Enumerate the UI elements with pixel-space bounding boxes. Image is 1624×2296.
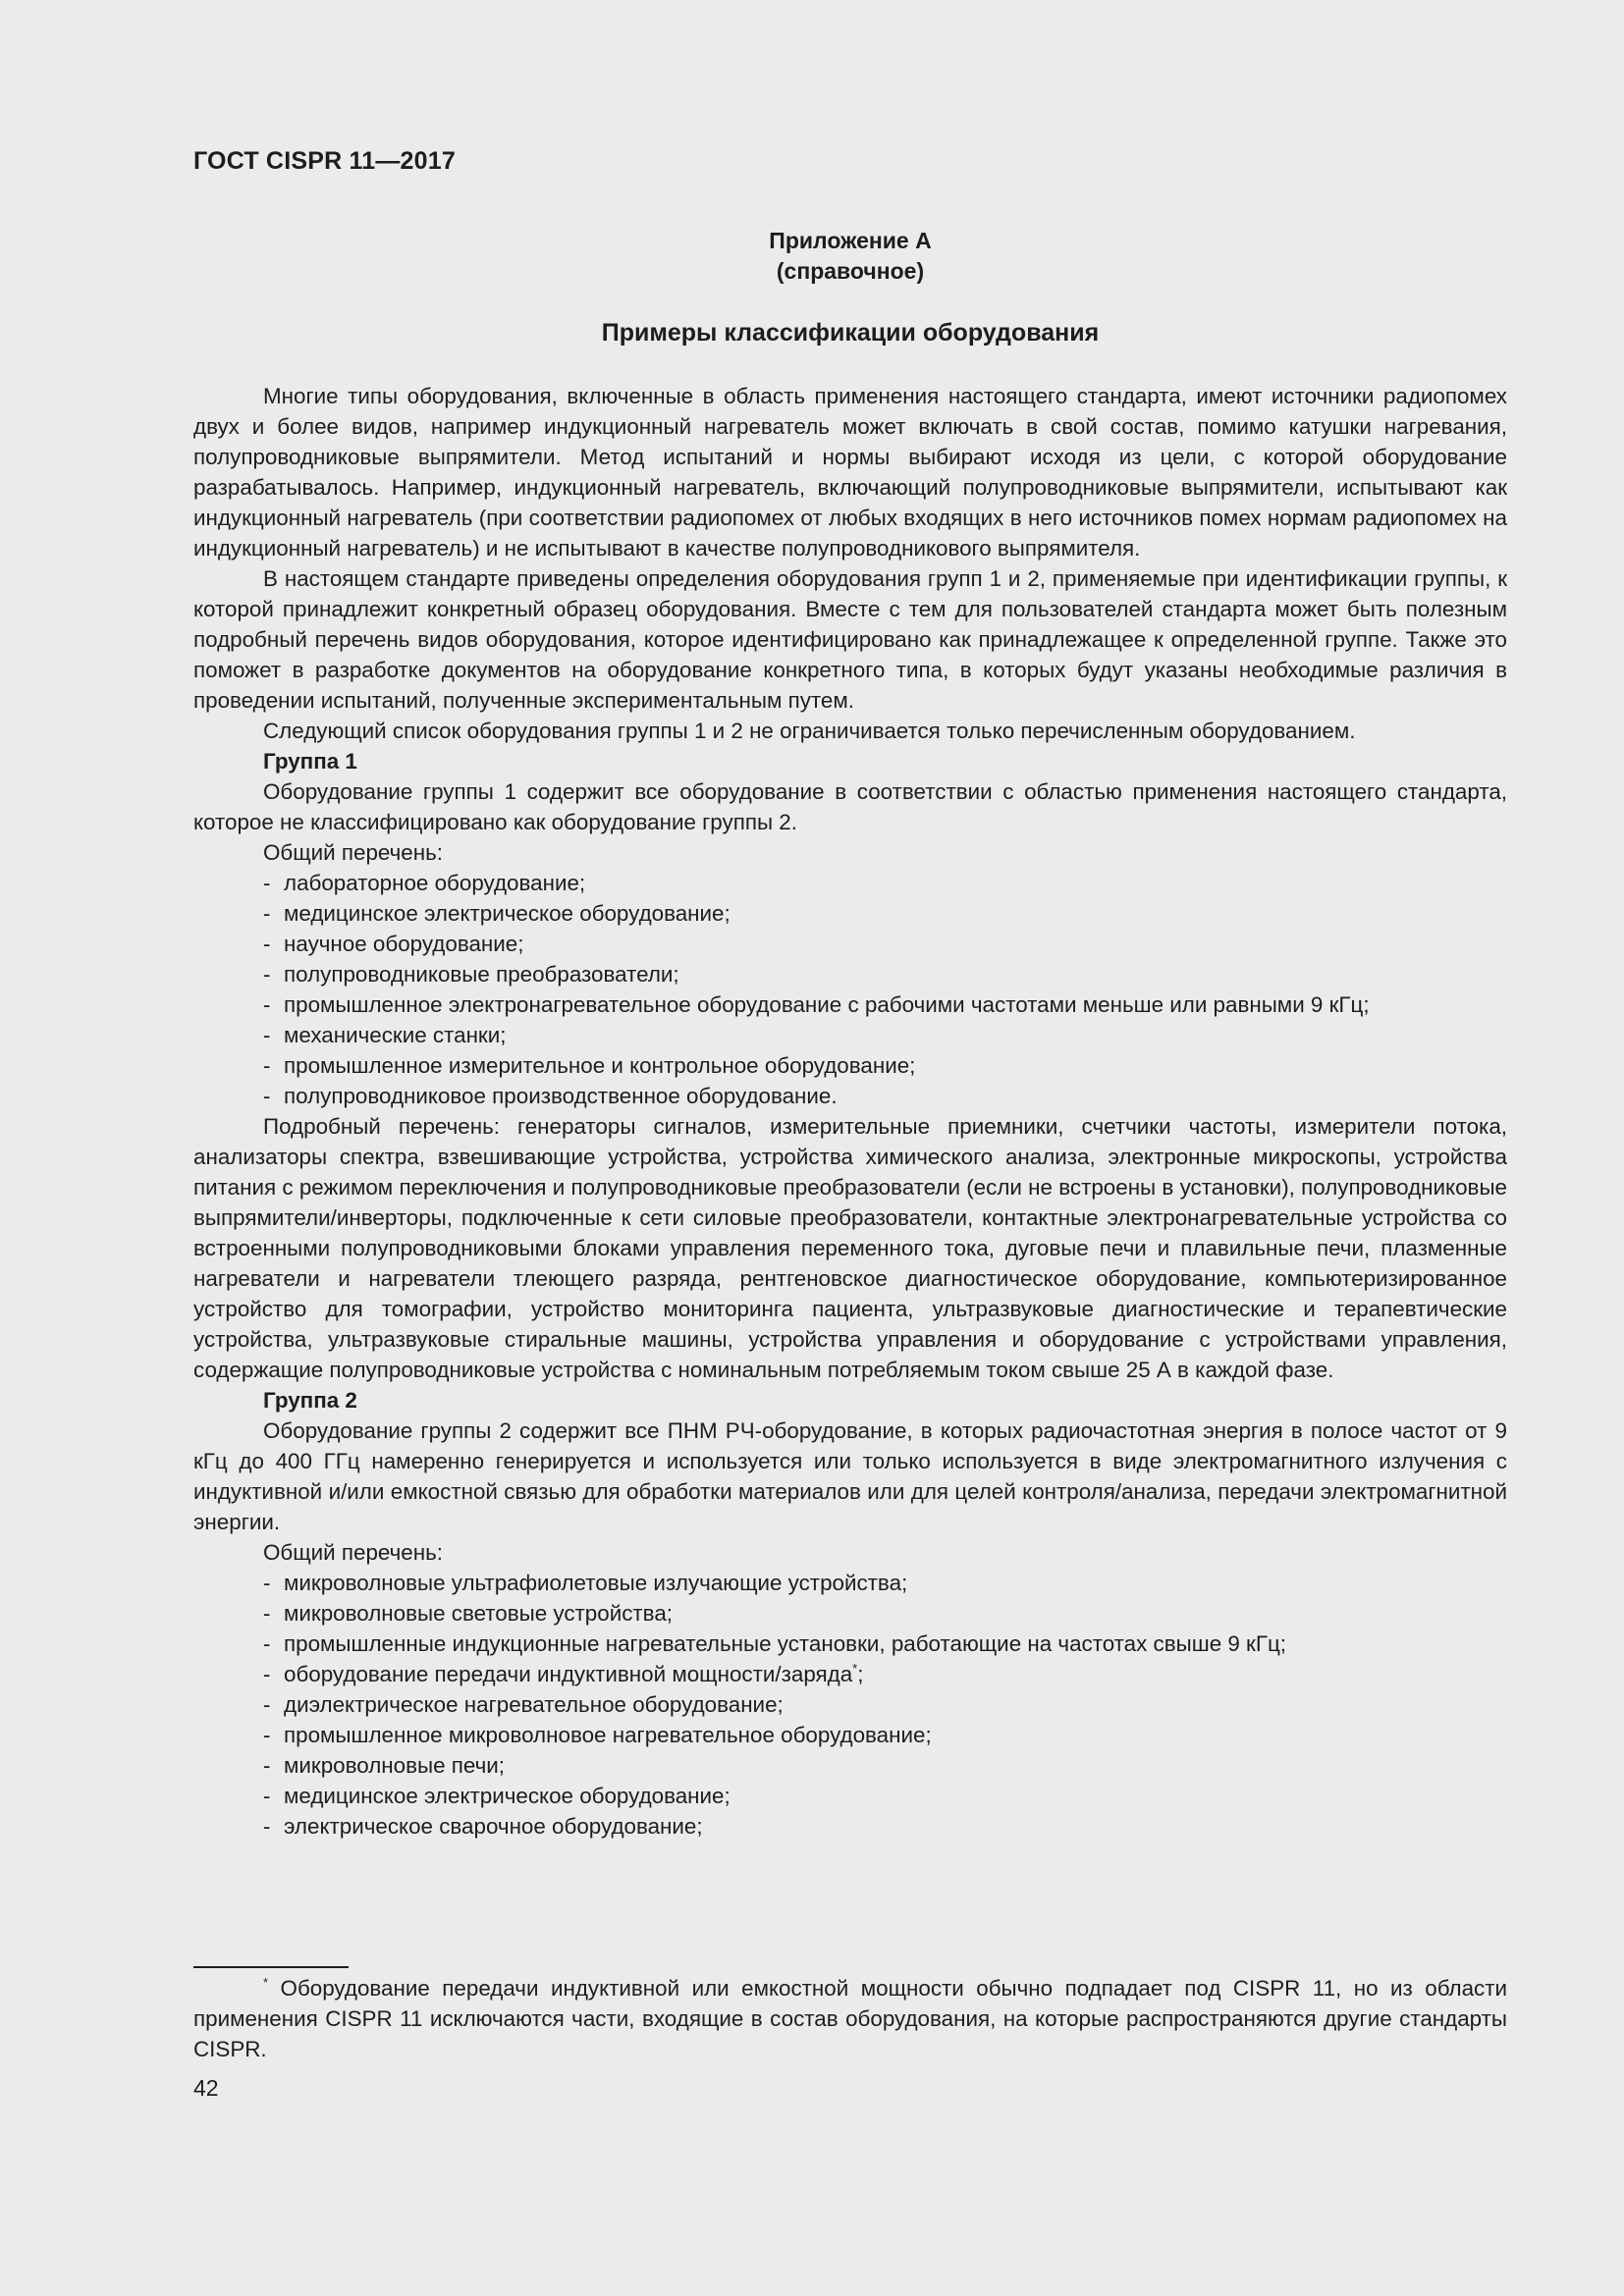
group2-general-label: Общий перечень: bbox=[263, 1540, 444, 1565]
footnote bbox=[193, 1973, 1507, 2064]
group1-heading: Группа 1 bbox=[263, 749, 357, 774]
list-item: - медицинское электрическое оборудование; bbox=[263, 901, 731, 926]
page-number: 42 bbox=[193, 2075, 219, 2101]
list-item: - полупроводниковое производственное оборудование. bbox=[263, 1084, 838, 1108]
footnote-mark: * bbox=[263, 1975, 269, 1990]
group1-detailed-list: Подробный перечень: генераторы сигналов, измерительные приемники, счетчики частоты, измерители потока, анализаторы спектра, взвешивающие устройства, устройства химического анализа, электронные микроскопы, устройства питания с режимом переключения и полупроводниковые преобразователи (если не встроены в установки), полупроводниковые выпрямители/инверторы, подключенные к сети силовые преобразователи, контактные электронагревательные устройства со встроенными полупроводниковыми блоками управления переменного тока, дуговые печи и плавильные печи, плазменные нагреватели и нагреватели тлеющего разряда, рентгеновское диагностическое оборудование, компьютеризированное устройство для томографии, устройство мониторинга пациента, ультразвуковые диагностические и терапевтические устройства, ультразвуковые стиральные машины, устройства управления и оборудование с устройствами управления, содержащие полупроводниковые устройства с номинальным потребляемым током свыше 25 А в каждой фазе. bbox=[193, 1114, 1507, 1382]
list-item: - полупроводниковые преобразователи; bbox=[263, 962, 679, 987]
footnote-separator bbox=[193, 1966, 349, 1968]
list-item: - промышленные индукционные нагревательные установки, работающие на частотах свыше 9 кГц; bbox=[263, 1631, 1287, 1656]
document-page bbox=[193, 0, 1507, 2296]
group1-general-label: Общий перечень: bbox=[263, 840, 444, 865]
list-item: - промышленное измерительное и контрольное оборудование; bbox=[263, 1053, 916, 1078]
annex-label: Приложение А bbox=[769, 228, 932, 253]
footnote-text: Оборудование передачи индуктивной или емкостной мощности обычно подпадает под CISPR 11, но из области применения CISPR 11 исключаются части, входящие в состав оборудования, на которые распространяются другие стандарты CISPR. bbox=[193, 1976, 1507, 2061]
group2-description: Оборудование группы 2 содержит все ПНМ РЧ-оборудование, в которых радиочастотная энергия в полосе частот от 9 кГц до 400 ГГц намеренно генерируется и используется или только используется в виде электромагнитного излучения с индуктивной и/или емкостной связью для обработки материалов или для целей контроля/анализа, передачи электромагнитной энергии. bbox=[193, 1418, 1507, 1534]
group2-list bbox=[193, 1568, 1507, 1842]
group2-heading: Группа 2 bbox=[263, 1388, 357, 1413]
list-item: - микроволновые ультрафиолетовые излучающие устройства; bbox=[263, 1571, 908, 1595]
list-item: - механические станки; bbox=[263, 1023, 507, 1047]
list-item: - микроволновые печи; bbox=[263, 1753, 505, 1778]
list-item: - медицинское электрическое оборудование; bbox=[263, 1784, 731, 1808]
list-item: - научное оборудование; bbox=[263, 932, 524, 956]
list-item: - электрическое сварочное оборудование; bbox=[263, 1814, 703, 1839]
annex-status: (справочное) bbox=[776, 258, 925, 284]
group1-list bbox=[193, 868, 1507, 1111]
running-head: ГОСТ CISPR 11—2017 bbox=[193, 147, 456, 175]
list-item: - диэлектрическое нагревательное оборудование; bbox=[263, 1692, 784, 1717]
list-item: - лабораторное оборудование; bbox=[263, 871, 586, 895]
list-item: - промышленное электронагревательное оборудование с рабочими частотами меньше или равными 9 кГц; bbox=[263, 992, 1370, 1017]
annex-label-block bbox=[193, 226, 1507, 287]
list-item: - микроволновые световые устройства; bbox=[263, 1601, 673, 1626]
annex-title: Примеры классификации оборудования bbox=[601, 319, 1100, 347]
footnote-reference[interactable]: * bbox=[852, 1661, 858, 1676]
group1-description: Оборудование группы 1 содержит все оборудование в соответствии с областью применения настоящего стандарта, которое не классифицировано как оборудование группы 2. bbox=[193, 779, 1507, 834]
intro-paragraph: Следующий список оборудования группы 1 и 2 не ограничивается только перечисленным оборудованием. bbox=[263, 719, 1356, 743]
list-item: - промышленное микроволновое нагревательное оборудование; bbox=[263, 1723, 932, 1747]
document-body bbox=[193, 381, 1507, 1842]
intro-paragraph: Многие типы оборудования, включенные в область применения настоящего стандарта, имеют источники радиопомех двух и более видов, например индукционный нагреватель может включать в свой состав, помимо катушки нагревания, полупроводниковые выпрямители. Метод испытаний и нормы выбирают исходя из цели, с которой оборудование разрабатывалось. Например, индукционный нагреватель, включающий полупроводниковые выпрямители, испытывают как индукционный нагреватель (при соответствии радиопомех от любых входящих в него источников помех нормам радиопомех на индукционный нагреватель) и не испытывают в качестве полупроводникового выпрямителя. bbox=[193, 384, 1507, 561]
list-item: - оборудование передачи индуктивной мощности/заряда*; bbox=[263, 1661, 864, 1686]
intro-paragraph: В настоящем стандарте приведены определения оборудования групп 1 и 2, применяемые при идентификации группы, к которой принадлежит конкретный образец оборудования. Вместе с тем для пользователей стандарта может быть полезным подробный перечень видов оборудования, которое идентифицировано как принадлежащее к определенной группе. Также это поможет в разработке документов на оборудование конкретного типа, в которых будут указаны необходимые различия в проведении испытаний, полученные экспериментальным путем. bbox=[193, 566, 1507, 713]
